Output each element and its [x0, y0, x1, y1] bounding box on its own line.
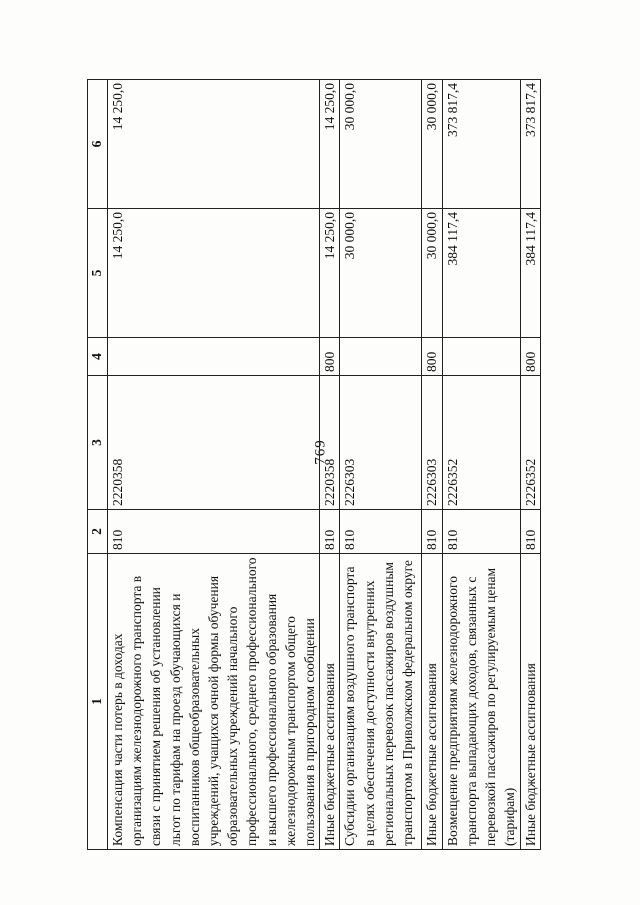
row-code-4 [108, 338, 320, 376]
row-code-3: 2220358 [108, 376, 320, 510]
rotated-table-region [87, 80, 538, 850]
row-code-2: 810 [108, 510, 320, 554]
row-value-5: 384 117,4 [442, 209, 520, 338]
row-code-3: 2226303 [422, 376, 442, 510]
row-code-4: 800 [422, 338, 442, 376]
row-code-2: 810 [340, 510, 422, 554]
col-header-3: 3 [88, 376, 108, 510]
row-value-6: 30 000,0 [340, 80, 422, 209]
budget-table-grid [87, 79, 541, 850]
row-name: Возмещение предприятиям железнодорожного транспорта выпадающих доходов, связанных с перевозкой пассажиров по регулируемым ценам (тарифам) [442, 554, 520, 850]
row-code-4 [442, 338, 520, 376]
row-code-2: 810 [320, 510, 340, 554]
row-value-6: 14 250,0 [320, 80, 340, 209]
header-row [88, 80, 108, 850]
row-code-3: 2220358 [320, 376, 340, 510]
table-row [442, 80, 520, 850]
row-code-2: 810 [442, 510, 520, 554]
row-name: Субсидии организациям воздушного транспорта в целях обеспечения доступности внутренних региональных перевозок пассажиров воздушным транспортом в Приволжском федеральном округе [340, 554, 422, 850]
table-row [108, 80, 320, 850]
table-row [340, 80, 422, 850]
col-header-5: 5 [88, 209, 108, 338]
col-header-2: 2 [88, 510, 108, 554]
row-value-5: 30 000,0 [422, 209, 442, 338]
budget-table [87, 80, 538, 850]
table-row [422, 80, 442, 850]
row-value-6: 30 000,0 [422, 80, 442, 209]
row-code-3: 2226303 [340, 376, 422, 510]
row-code-2: 810 [520, 510, 540, 554]
row-name: Иные бюджетные ассигнования [422, 554, 442, 850]
row-value-6: 14 250,0 [108, 80, 320, 209]
col-header-6: 6 [88, 80, 108, 209]
table-row [520, 80, 540, 850]
row-name: Иные бюджетные ассигнования [520, 554, 540, 850]
row-code-2: 810 [422, 510, 442, 554]
table-row [320, 80, 340, 850]
col-header-1: 1 [88, 554, 108, 850]
col-header-4: 4 [88, 338, 108, 376]
row-name: Иные бюджетные ассигнования [320, 554, 340, 850]
row-code-3: 2226352 [520, 376, 540, 510]
row-value-6: 373 817,4 [442, 80, 520, 209]
row-name: Компенсация части потерь в доходах организациям железнодорожного транспорта в связи с принятием решения об установлении льгот по тарифам на проезд обучающихся и воспитанников общеобразовательных учреждений, учащихся очной формы обучения образовательных учреждений начального профессионального, среднего профессионального и высшего профессионального образования железнодорожным транспортом общего пользования в пригородном сообщении [108, 554, 320, 850]
page-number: 769 [312, 439, 329, 465]
row-value-6: 373 817,4 [520, 80, 540, 209]
row-code-4: 800 [520, 338, 540, 376]
row-value-5: 384 117,4 [520, 209, 540, 338]
row-code-3: 2226352 [442, 376, 520, 510]
row-value-5: 30 000,0 [340, 209, 422, 338]
row-value-5: 14 250,0 [320, 209, 340, 338]
row-value-5: 14 250,0 [108, 209, 320, 338]
row-code-4 [340, 338, 422, 376]
row-code-4: 800 [320, 338, 340, 376]
